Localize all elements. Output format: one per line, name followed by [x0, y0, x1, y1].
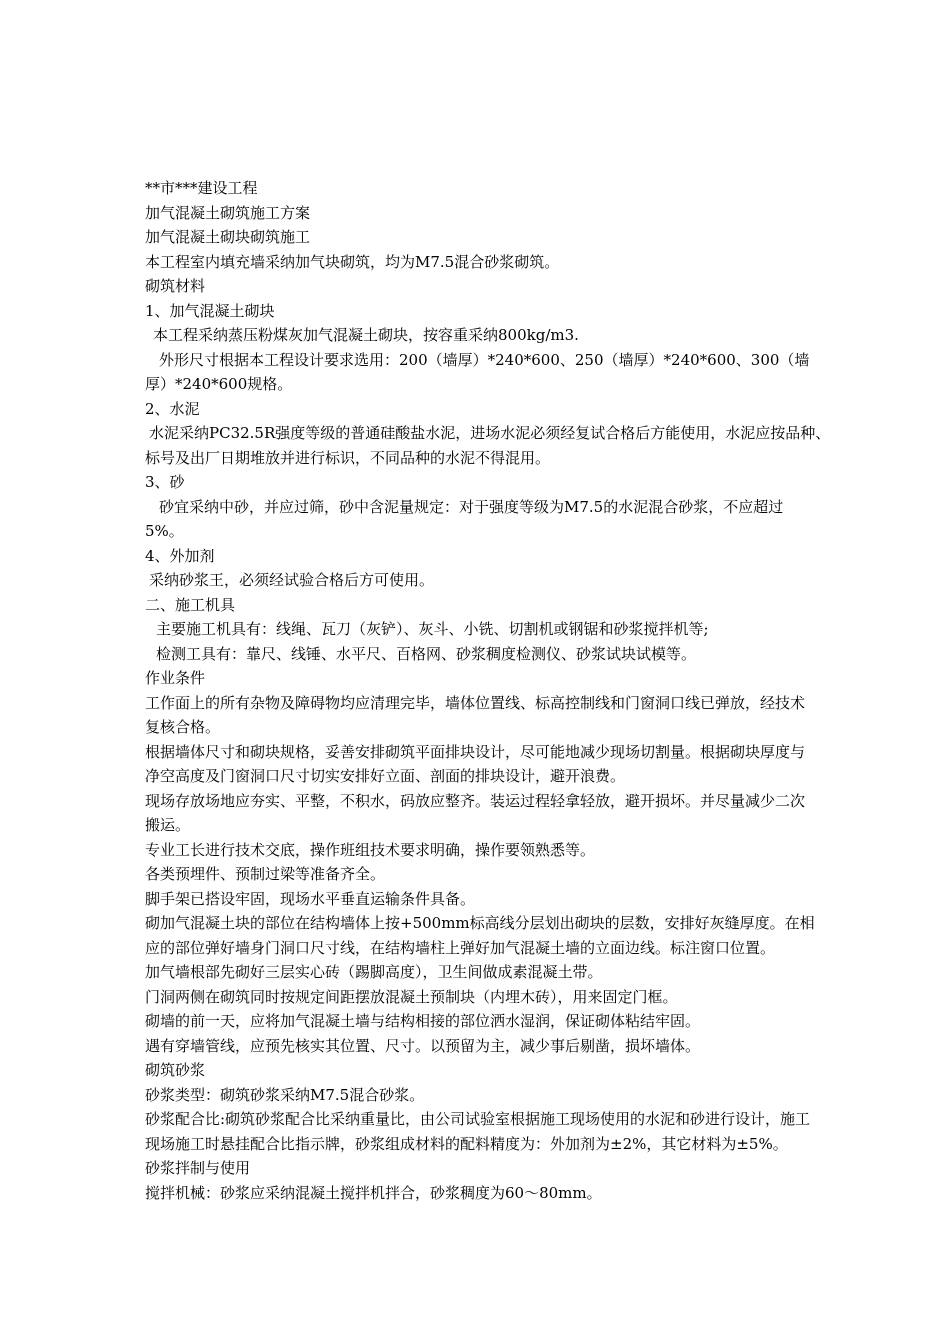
paragraph-line: 现场存放场地应夯实、平整，不积水，码放应整齐。装运过程轻拿轻放，避开损坏。并尽量减少二次 [145, 791, 806, 810]
paragraph-line: 本工程采纳蒸压粉煤灰加气混凝土砌块，按容重采纳800kg/m3. [153, 326, 579, 344]
paragraph-line: 砌墙的前一天，应将加气混凝土墙与结构相接的部位洒水湿润，保证砌体粘结牢固。 [145, 1012, 701, 1030]
subsection-heading: 4、外加剂 [145, 546, 215, 565]
paragraph-line: 专业工长进行技术交底，操作班组技术要求明确，操作要领熟悉等。 [145, 840, 596, 859]
paragraph-line: 净空高度及门窗洞口尺寸切实安排好立面、剖面的排块设计，避开浪费。 [145, 767, 626, 785]
paragraph-line: 水泥采纳PC32.5R强度等级的普通硅酸盐水泥，进场水泥必须经复试合格后方能使用，水泥应按品种、 [149, 424, 831, 442]
paragraph-line: 搬运。 [145, 816, 191, 834]
subsection-heading: 2、水泥 [145, 399, 200, 418]
paragraph-line: 采纳砂浆王，必须经试验合格后方可使用。 [149, 571, 435, 589]
paragraph-line: 5%。 [145, 522, 184, 540]
paragraph-line: 砂浆配合比:砌筑砂浆配合比采纳重量比，由公司试验室根据施工现场使用的水泥和砂进行设计，施工 [145, 1110, 811, 1128]
paragraph-line: 搅拌机械：砂浆应采纳混凝土搅拌机拌合，砂浆稠度为60～80mm。 [145, 1183, 602, 1202]
paragraph-line: 砌加气混凝土块的部位在结构墙体上按+500mm标高线分层划出砌块的层数，安排好灰缝厚度。在相 [145, 914, 815, 932]
plan-title: 加气混凝土砌筑施工方案 [145, 203, 311, 222]
section-heading: 砂浆拌制与使用 [145, 1159, 251, 1177]
paragraph-line: 复核合格。 [145, 718, 221, 736]
paragraph-line: 砂浆类型：砌筑砂浆采纳M7.5混合砂浆。 [145, 1085, 425, 1104]
paragraph-line: 各类预埋件、预制过梁等准备齐全。 [145, 865, 386, 883]
paragraph-line: 应的部位弹好墙身门洞口尺寸线，在结构墙柱上弹好加气混凝土墙的立面边线。标注窗口位置。 [145, 938, 776, 957]
document-body [145, 176, 893, 1205]
subsection-heading: 3、砂 [145, 473, 185, 491]
paragraph-line: 加气墙根部先砌好三层实心砖（踢脚高度），卫生间做成素混凝土带。 [145, 963, 603, 981]
subsection-heading: 1、加气混凝土砌块 [145, 301, 275, 320]
paragraph-line: 遇有穿墙管线，应预先核实其位置、尺寸。以预留为主，减少事后剔凿，损坏墙体。 [145, 1036, 701, 1055]
paragraph-line: 砂宜采纳中砂，并应过筛，砂中含泥量规定：对于强度等级为M7.5的水泥混合砂浆，不应超过 [159, 497, 784, 516]
paragraph-line: 根据墙体尺寸和砌块规格，妥善安排砌筑平面排块设计，尽可能地减少现场切割量。根据砌块厚度与 [145, 742, 806, 761]
section-heading: 砌筑材料 [145, 277, 206, 295]
paragraph-line: 厚）*240*600规格。 [145, 375, 293, 393]
section-heading: 加气混凝土砌块砌筑施工 [145, 228, 311, 246]
section-heading: 作业条件 [145, 669, 206, 687]
paragraph-line: 现场施工时悬挂配合比指示牌，砂浆组成材料的配料精度为：外加剂为±2%，其它材料为±5%。 [145, 1134, 788, 1153]
paragraph-line: 本工程室内填充墙采纳加气块砌筑，均为M7.5混合砂浆砌筑。 [145, 252, 560, 271]
paragraph-line: 脚手架已搭设牢固，现场水平垂直运输条件具备。 [145, 889, 476, 908]
section-heading: 砌筑砂浆 [145, 1061, 206, 1079]
paragraph-line: 检测工具有：靠尺、线锤、水平尺、百格网、砂浆稠度检测仪、砂浆试块试模等。 [156, 644, 697, 663]
paragraph-line: 标号及出厂日期堆放并进行标识，不同品种的水泥不得混用。 [145, 448, 551, 467]
paragraph-line: 工作面上的所有杂物及障碍物均应清理完毕，墙体位置线、标高控制线和门窗洞口线已弹放，经技术 [145, 693, 806, 712]
paragraph-line: 门洞两侧在砌筑同时按规定间距摆放混凝土预制块（内埋木砖），用来固定门框。 [145, 987, 678, 1006]
section-heading: 二、施工机具 [145, 595, 236, 614]
paragraph-line: 外形尺寸根据本工程设计要求选用：200（墙厚）*240*600、250（墙厚）*240*600、300（墙 [159, 350, 810, 369]
project-title: **市***建设工程 [145, 179, 258, 197]
paragraph-line: 主要施工机具有：线绳、瓦刀（灰铲）、灰斗、小铣、切割机或钢锯和砂浆搅拌机等; [156, 620, 709, 638]
